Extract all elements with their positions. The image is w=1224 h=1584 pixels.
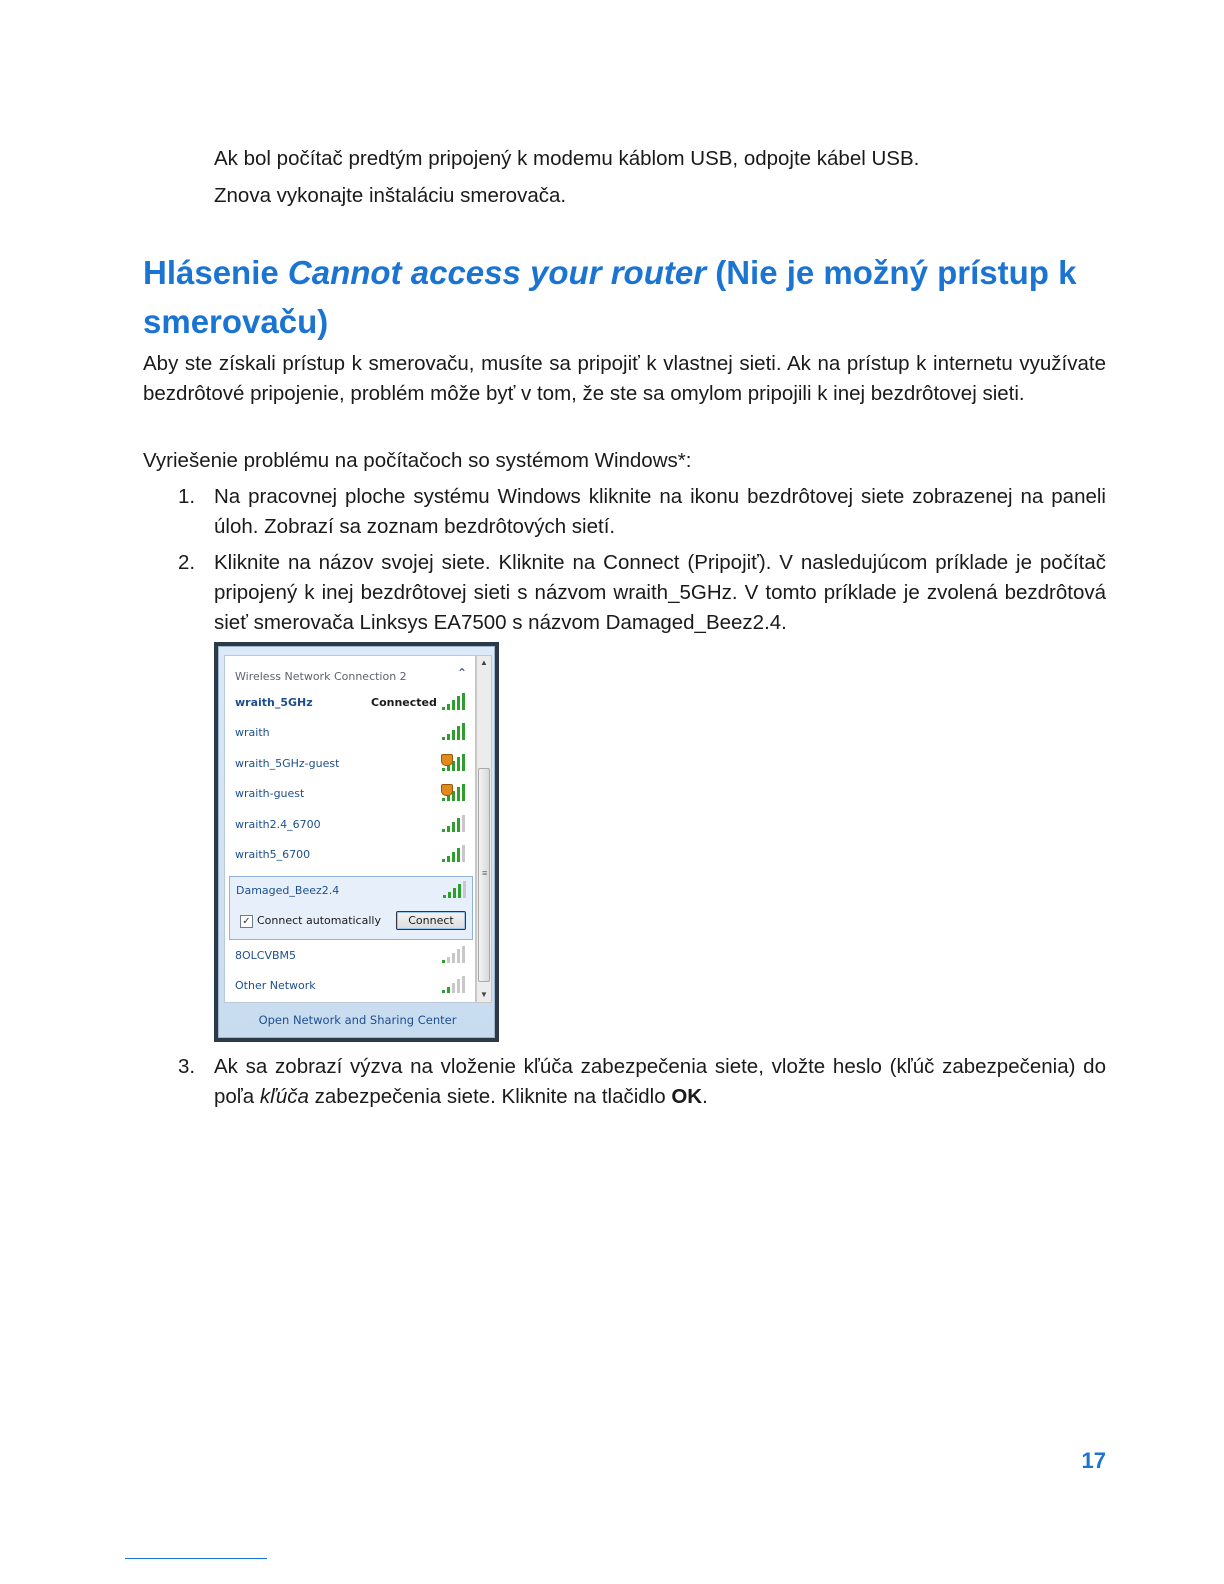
heading-prefix: Hlásenie: [143, 254, 288, 291]
windows-paragraph: Vyriešenie problému na počítačoch so systémom Windows*:: [143, 449, 692, 472]
step-3-text-bold: OK: [671, 1085, 703, 1108]
network-item[interactable]: [235, 693, 467, 713]
intro-line-reinstall: Znova vykonajte inštaláciu smerovača.: [214, 184, 567, 207]
network-sharing-center-link[interactable]: Open Network and Sharing Center: [258, 1013, 457, 1027]
network-name: wraith_5GHz-guest: [235, 757, 340, 770]
network-name: wraith5_6700: [235, 848, 311, 861]
network-name: Damaged_Beez2.4: [236, 884, 340, 897]
scroll-thumb[interactable]: [478, 768, 490, 982]
security-shield-icon: [441, 784, 453, 796]
collapse-icon[interactable]: ⌃: [457, 666, 468, 680]
network-list-scrollbar[interactable]: [476, 655, 492, 1003]
network-item: [236, 881, 468, 901]
connect-automatically-checkbox[interactable]: ✓: [240, 915, 253, 928]
page-number: 17: [1081, 1448, 1106, 1473]
step-2-text: Kliknite na názov svojej siete. Kliknite na Connect (Pripojiť). V nasledujúcom príklade je počítač pripojený k inej bezdrôtovej sieti s názvom wraith_5GHz. V tomto príklade je zvolená bezdrôtová sieť smerovača Linksys EA7500 s názvom Damaged_Beez2.4.: [214, 551, 1106, 634]
scroll-up-icon[interactable]: ▲: [480, 658, 488, 667]
network-name: wraith-guest: [235, 787, 305, 800]
step-3-text-end: .: [702, 1085, 708, 1108]
signal-full-icon: [441, 693, 465, 711]
section-heading: [143, 248, 1103, 346]
connect-automatically-label: Connect automatically: [257, 914, 381, 927]
network-list: [224, 655, 476, 1003]
step-3-number: 3.: [178, 1055, 196, 1078]
network-name: 8OLCVBM5: [235, 949, 297, 962]
step-1-number: 1.: [178, 485, 196, 508]
step-3-text-middle: zabezpečenia siete. Kliknite na tlačidlo: [308, 1085, 672, 1108]
network-name: wraith: [235, 726, 270, 739]
network-item[interactable]: [235, 976, 467, 996]
network-item[interactable]: [235, 815, 467, 835]
network-name: wraith_5GHz: [235, 696, 313, 709]
network-item[interactable]: [235, 754, 467, 774]
network-item[interactable]: [235, 946, 467, 966]
grip-icon: ≡: [482, 868, 488, 878]
network-name: Other Network: [235, 979, 316, 992]
signal-full-icon: [441, 723, 465, 741]
connection-header: Wireless Network Connection 2: [235, 670, 407, 683]
wireless-popup: [218, 646, 495, 1038]
step-1-text: Na pracovnej ploche systému Windows kliknite na ikonu bezdrôtovej siete zobrazenej na paneli úloh. Zobrazí sa zoznam bezdrôtových sietí.: [214, 485, 1106, 538]
network-item[interactable]: [235, 723, 467, 743]
wireless-popup-screenshot: [214, 642, 499, 1042]
signal-four-bars-icon: [441, 845, 465, 863]
heading-italic: Cannot access your router: [287, 254, 707, 291]
footer-rule: [125, 1558, 267, 1559]
step-3-text: [214, 1052, 1106, 1112]
intro-paragraph: Aby ste získali prístup k smerovaču, musíte sa pripojiť k vlastnej sieti. Ak na prístup k internetu využívate bezdrôtové pripojenie, problém môže byť v tom, že ste sa omylom pripojili k inej bezdrôtovej sieti.: [143, 352, 1106, 405]
selected-network-item[interactable]: [229, 876, 473, 940]
network-name: wraith2.4_6700: [235, 818, 321, 831]
intro-line-usb: Ak bol počítač predtým pripojený k modemu káblom USB, odpojte kábel USB.: [214, 147, 920, 170]
signal-four-bars-icon: [441, 815, 465, 833]
step-3-text-start: Ak sa zobrazí výzva na vloženie kľúča zabezpečenia siete, vložte heslo (kľúč zabezpečenia) do poľa: [214, 1055, 1106, 1108]
signal-weak-icon: [441, 976, 465, 994]
signal-four-bars-icon: [442, 881, 466, 899]
heading-suffix: (Nie je možný prístup k smerovaču): [143, 254, 1077, 340]
step-3-text-italic: kľúča: [259, 1085, 309, 1108]
security-shield-icon: [441, 754, 453, 766]
step-2-number: 2.: [178, 551, 196, 574]
network-item[interactable]: [235, 784, 467, 804]
signal-weak-icon: [441, 946, 465, 964]
connect-button[interactable]: Connect: [396, 911, 466, 930]
connected-status: Connected: [371, 696, 437, 709]
scroll-down-icon[interactable]: ▼: [480, 990, 488, 999]
network-item[interactable]: [235, 845, 467, 865]
